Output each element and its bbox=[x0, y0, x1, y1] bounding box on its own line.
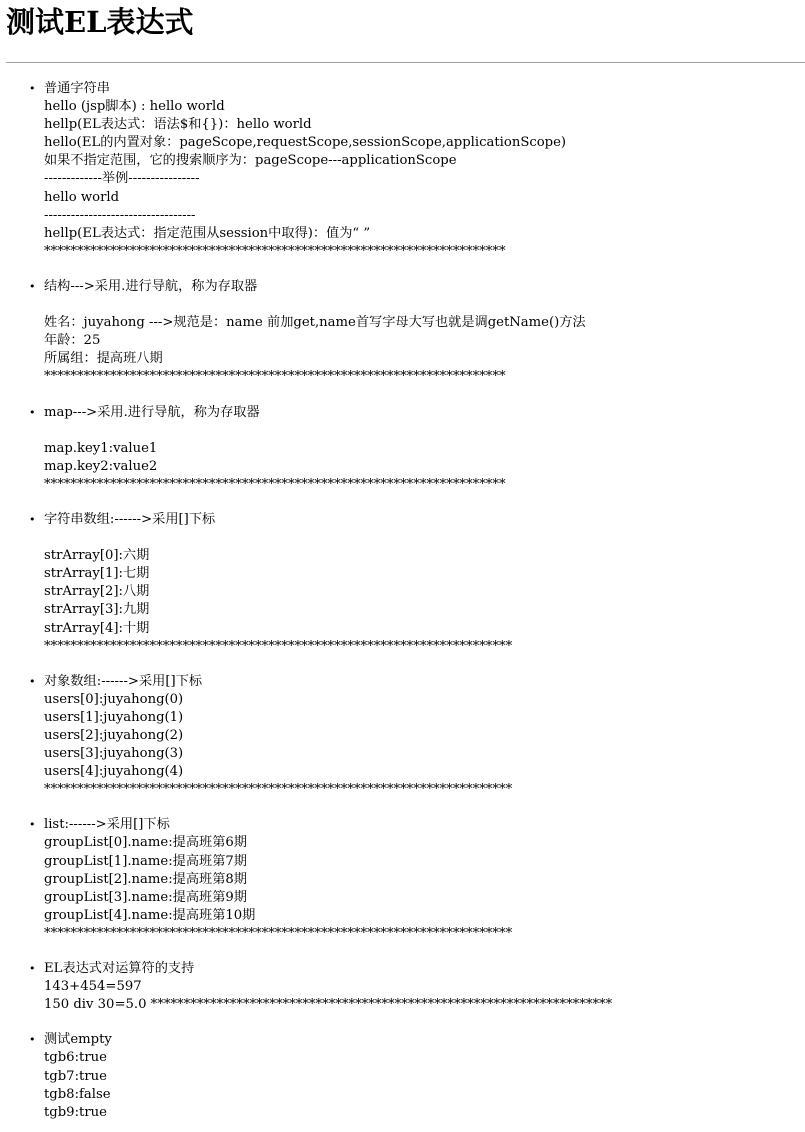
section-line: groupList[0].name:提高班第6期 bbox=[44, 835, 247, 851]
section-line: -------------举例---------------- bbox=[44, 171, 200, 187]
section-item bbox=[44, 1031, 612, 1121]
section-item bbox=[44, 404, 612, 494]
section-line: 150 div 30=5.0 ********************************************************************** bbox=[44, 997, 613, 1013]
section-heading: • 对象数组:------>采用[]下标 bbox=[44, 673, 203, 689]
section-heading: • 测试empty bbox=[44, 1032, 112, 1048]
section-line: tgb8:false bbox=[44, 1086, 111, 1102]
section-heading: • map--->采用.进行导航，称为存取器 bbox=[44, 404, 260, 420]
section-line: groupList[1].name:提高班第7期 bbox=[44, 853, 247, 869]
section-line: ********************************************************************** bbox=[44, 369, 506, 385]
section-heading: • EL表达式对运算符的支持 bbox=[44, 961, 195, 977]
blank-line bbox=[44, 529, 612, 547]
section-line: tgb7:true bbox=[44, 1068, 107, 1084]
section-line: users[4]:juyahong(4) bbox=[44, 764, 184, 780]
section-line: strArray[3]:九期 bbox=[44, 602, 150, 618]
page-title: 测试EL表达式 bbox=[6, 5, 194, 39]
section-line: 143+454=597 bbox=[44, 979, 142, 995]
section-line: hello world bbox=[44, 189, 120, 205]
section-line: ********************************************************************** bbox=[44, 243, 506, 259]
section-line: strArray[2]:八期 bbox=[44, 584, 150, 600]
section-line: groupList[2].name:提高班第8期 bbox=[44, 871, 247, 887]
section-gap bbox=[44, 799, 612, 816]
section-line: 年龄：25 bbox=[44, 333, 101, 349]
section-line: map.key1:value1 bbox=[44, 440, 158, 456]
section-line: *********************************************************************** bbox=[44, 638, 513, 654]
section-line: users[3]:juyahong(3) bbox=[44, 746, 184, 762]
section-item bbox=[44, 511, 612, 656]
blank-line bbox=[44, 296, 612, 314]
section-line: groupList[3].name:提高班第9期 bbox=[44, 889, 247, 905]
section-gap bbox=[44, 943, 612, 960]
section-line: strArray[0]:六期 bbox=[44, 548, 150, 564]
section-line: strArray[1]:七期 bbox=[44, 566, 150, 582]
section-heading: • 普通字符串 bbox=[44, 81, 110, 96]
section-line: strArray[4]:十期 bbox=[44, 620, 150, 636]
section-gap bbox=[44, 656, 612, 673]
section-heading: • 字符串数组:------>采用[]下标 bbox=[44, 511, 216, 527]
section-line: 姓名：juyahong --->规范是：name 前加get,name首写字母大写也就是调getName()方法 bbox=[44, 315, 586, 331]
section-line: hello (jsp脚本) : hello world bbox=[44, 99, 225, 115]
section-line: ---------------------------------- bbox=[44, 207, 196, 223]
section-line: tgb6:true bbox=[44, 1050, 107, 1066]
section-gap bbox=[44, 387, 612, 404]
section-list bbox=[0, 80, 612, 1122]
section-item bbox=[44, 673, 612, 800]
section-heading: • list:------>采用[]下标 bbox=[44, 817, 170, 833]
blank-line bbox=[44, 422, 612, 440]
divider bbox=[6, 62, 805, 63]
section-line: *********************************************************************** bbox=[44, 782, 513, 798]
section-line: users[2]:juyahong(2) bbox=[44, 728, 184, 743]
section-line: *********************************************************************** bbox=[44, 925, 513, 941]
section-heading: • 结构--->采用.进行导航，称为存取器 bbox=[44, 278, 258, 294]
section-gap bbox=[44, 494, 612, 511]
section-gap bbox=[44, 1014, 612, 1031]
section-line: hello(EL的内置对象：pageScope,requestScope,sessionScope,applicationScope) bbox=[44, 135, 567, 151]
section-item bbox=[44, 80, 612, 261]
section-gap bbox=[44, 261, 612, 278]
section-item bbox=[44, 960, 612, 1014]
section-line: ********************************************************************** bbox=[44, 476, 506, 492]
section-line: 如果不指定范围，它的搜索顺序为：pageScope---applicationScope bbox=[44, 153, 457, 169]
section-line: hellp(EL表达式：语法$和{})：hello world bbox=[44, 117, 312, 133]
section-item bbox=[44, 278, 612, 387]
section-item bbox=[44, 816, 612, 943]
section-line: hellp(EL表达式：指定范围从session中取得)：值为“ ” bbox=[44, 225, 371, 241]
section-line: users[1]:juyahong(1) bbox=[44, 709, 184, 725]
section-line: 所属组：提高班八期 bbox=[44, 351, 163, 367]
section-line: users[0]:juyahong(0) bbox=[44, 691, 184, 707]
section-line: map.key2:value2 bbox=[44, 458, 158, 474]
section-line: tgb9:true bbox=[44, 1104, 107, 1120]
section-line: groupList[4].name:提高班第10期 bbox=[44, 907, 256, 923]
